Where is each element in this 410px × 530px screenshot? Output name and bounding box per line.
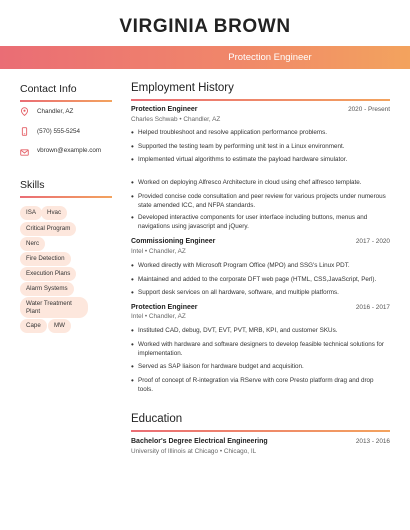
job-bullet: • Developed interactive components for user interface including buttons, menus and navigations using javascript and jQuery.	[131, 213, 368, 230]
education-section	[131, 413, 390, 432]
job-bullet: • Implemented virtual algorithms to estimate the payload hardware simulator.	[131, 155, 348, 164]
phone-icon	[20, 127, 29, 136]
skills-heading-rule	[20, 196, 112, 198]
contact-location	[20, 107, 110, 117]
title-banner	[0, 46, 410, 69]
degree-title: Bachelor's Degree Electrical Engineering	[131, 438, 268, 445]
skill-tag: Alarm Systems	[20, 282, 74, 296]
location-text: Chandler, AZ	[37, 108, 74, 115]
job-bullet: • Instituted CAD, debug, DVT, EVT, PVT, MRB, KPI, and customer SKUs.	[131, 326, 338, 335]
school-location: Chicago, IL	[223, 448, 257, 455]
job-company: Charles Schwab	[131, 116, 178, 123]
job-bullet: • Supported the testing team by performing unit test in a Linux environment.	[131, 142, 345, 151]
location-pin-icon	[20, 107, 29, 116]
job-title: Protection Engineer	[131, 304, 198, 311]
skill-tag: MW	[48, 319, 71, 333]
contact-heading-rule	[20, 100, 112, 102]
contact-heading: Contact Info	[20, 83, 77, 95]
contact-phone	[20, 127, 110, 137]
education-dates: 2013 - 2016	[355, 438, 390, 445]
job-header	[131, 238, 390, 245]
job-dates: 2016 - 2017	[355, 304, 390, 311]
skill-tag: Execution Plans	[20, 267, 76, 281]
skill-tag: Nerc	[20, 237, 45, 251]
job-dates: 2017 - 2020	[355, 238, 390, 245]
employment-heading-rule	[131, 99, 390, 101]
education-heading-rule	[131, 430, 390, 432]
employment-section	[131, 82, 390, 101]
education-header	[131, 438, 390, 445]
separator-dot: •	[219, 448, 224, 455]
education-heading: Education	[131, 413, 183, 425]
school-name: University of Illinois at Chicago	[131, 448, 219, 455]
job-bullet: • Worked directly with Microsoft Program Office (MPO) and SSG's Linux PDT.	[131, 261, 350, 270]
skills-heading: Skills	[20, 179, 45, 191]
job-bullet: • Support desk services on all hardware, software, and multiple platforms.	[131, 288, 339, 297]
job-bullet: • Worked on deploying Alfresco Architecture in cloud using chef alfresco template.	[131, 178, 362, 187]
job-location: Chandler, AZ	[148, 313, 186, 320]
job-title: Protection Engineer	[131, 106, 198, 113]
envelope-icon	[20, 148, 29, 157]
job-bullet: • Proof of concept of R-integration via RServe with core Presto platform drag and drop tools.	[131, 376, 374, 393]
skill-tag: Water Treatment Plant	[20, 297, 88, 318]
job-company-line	[131, 248, 186, 255]
job-bullet: • Maintained and added to the corporate DFT web page (HTML, CSS,JavaScript, Perl).	[131, 275, 377, 284]
skill-tag: Critical Program	[20, 222, 76, 236]
job-header	[131, 304, 390, 311]
employment-heading: Employment History	[131, 82, 234, 94]
job-dates: 2020 - Present	[348, 106, 390, 113]
job-title-banner-text: Protection Engineer	[228, 52, 312, 63]
candidate-name: VIRGINIA BROWN	[119, 16, 291, 37]
contact-section	[20, 83, 112, 102]
job-company: Intel	[131, 313, 144, 320]
phone-text: (570) 555-5254	[37, 128, 81, 135]
job-location: Chandler, AZ	[183, 116, 221, 123]
education-school-line	[131, 448, 256, 455]
separator-dot: •	[144, 313, 149, 320]
separator-dot: •	[144, 248, 149, 255]
job-bullet: • Provided concise code consultation and peer review for various projects under numerous state amended ICC, and NFPA standards.	[131, 192, 386, 209]
skill-tag: Hvac	[41, 206, 67, 220]
job-company-line	[131, 313, 186, 320]
job-company-line	[131, 116, 220, 123]
job-bullet: • Helped troubleshoot and resolve application performance problems.	[131, 128, 328, 137]
job-title: Commissioning Engineer	[131, 238, 216, 245]
job-company: Intel	[131, 248, 144, 255]
skill-tag: Cape	[20, 319, 47, 333]
separator-dot: •	[179, 116, 184, 123]
contact-email[interactable]	[20, 146, 110, 157]
job-bullet: • Served as SAP liaison for hardware budget and acquisition.	[131, 362, 304, 371]
job-bullet: • Worked with hardware and software designers to develop feasible technical solutions for implementation.	[131, 340, 384, 357]
job-location: Chandler, AZ	[148, 248, 186, 255]
skill-tag: ISA	[20, 206, 42, 220]
skill-tag: Fire Detection	[20, 252, 71, 266]
skills-section	[20, 179, 112, 198]
job-header	[131, 106, 390, 113]
email-link[interactable]: vbrown@example.com	[37, 147, 102, 154]
